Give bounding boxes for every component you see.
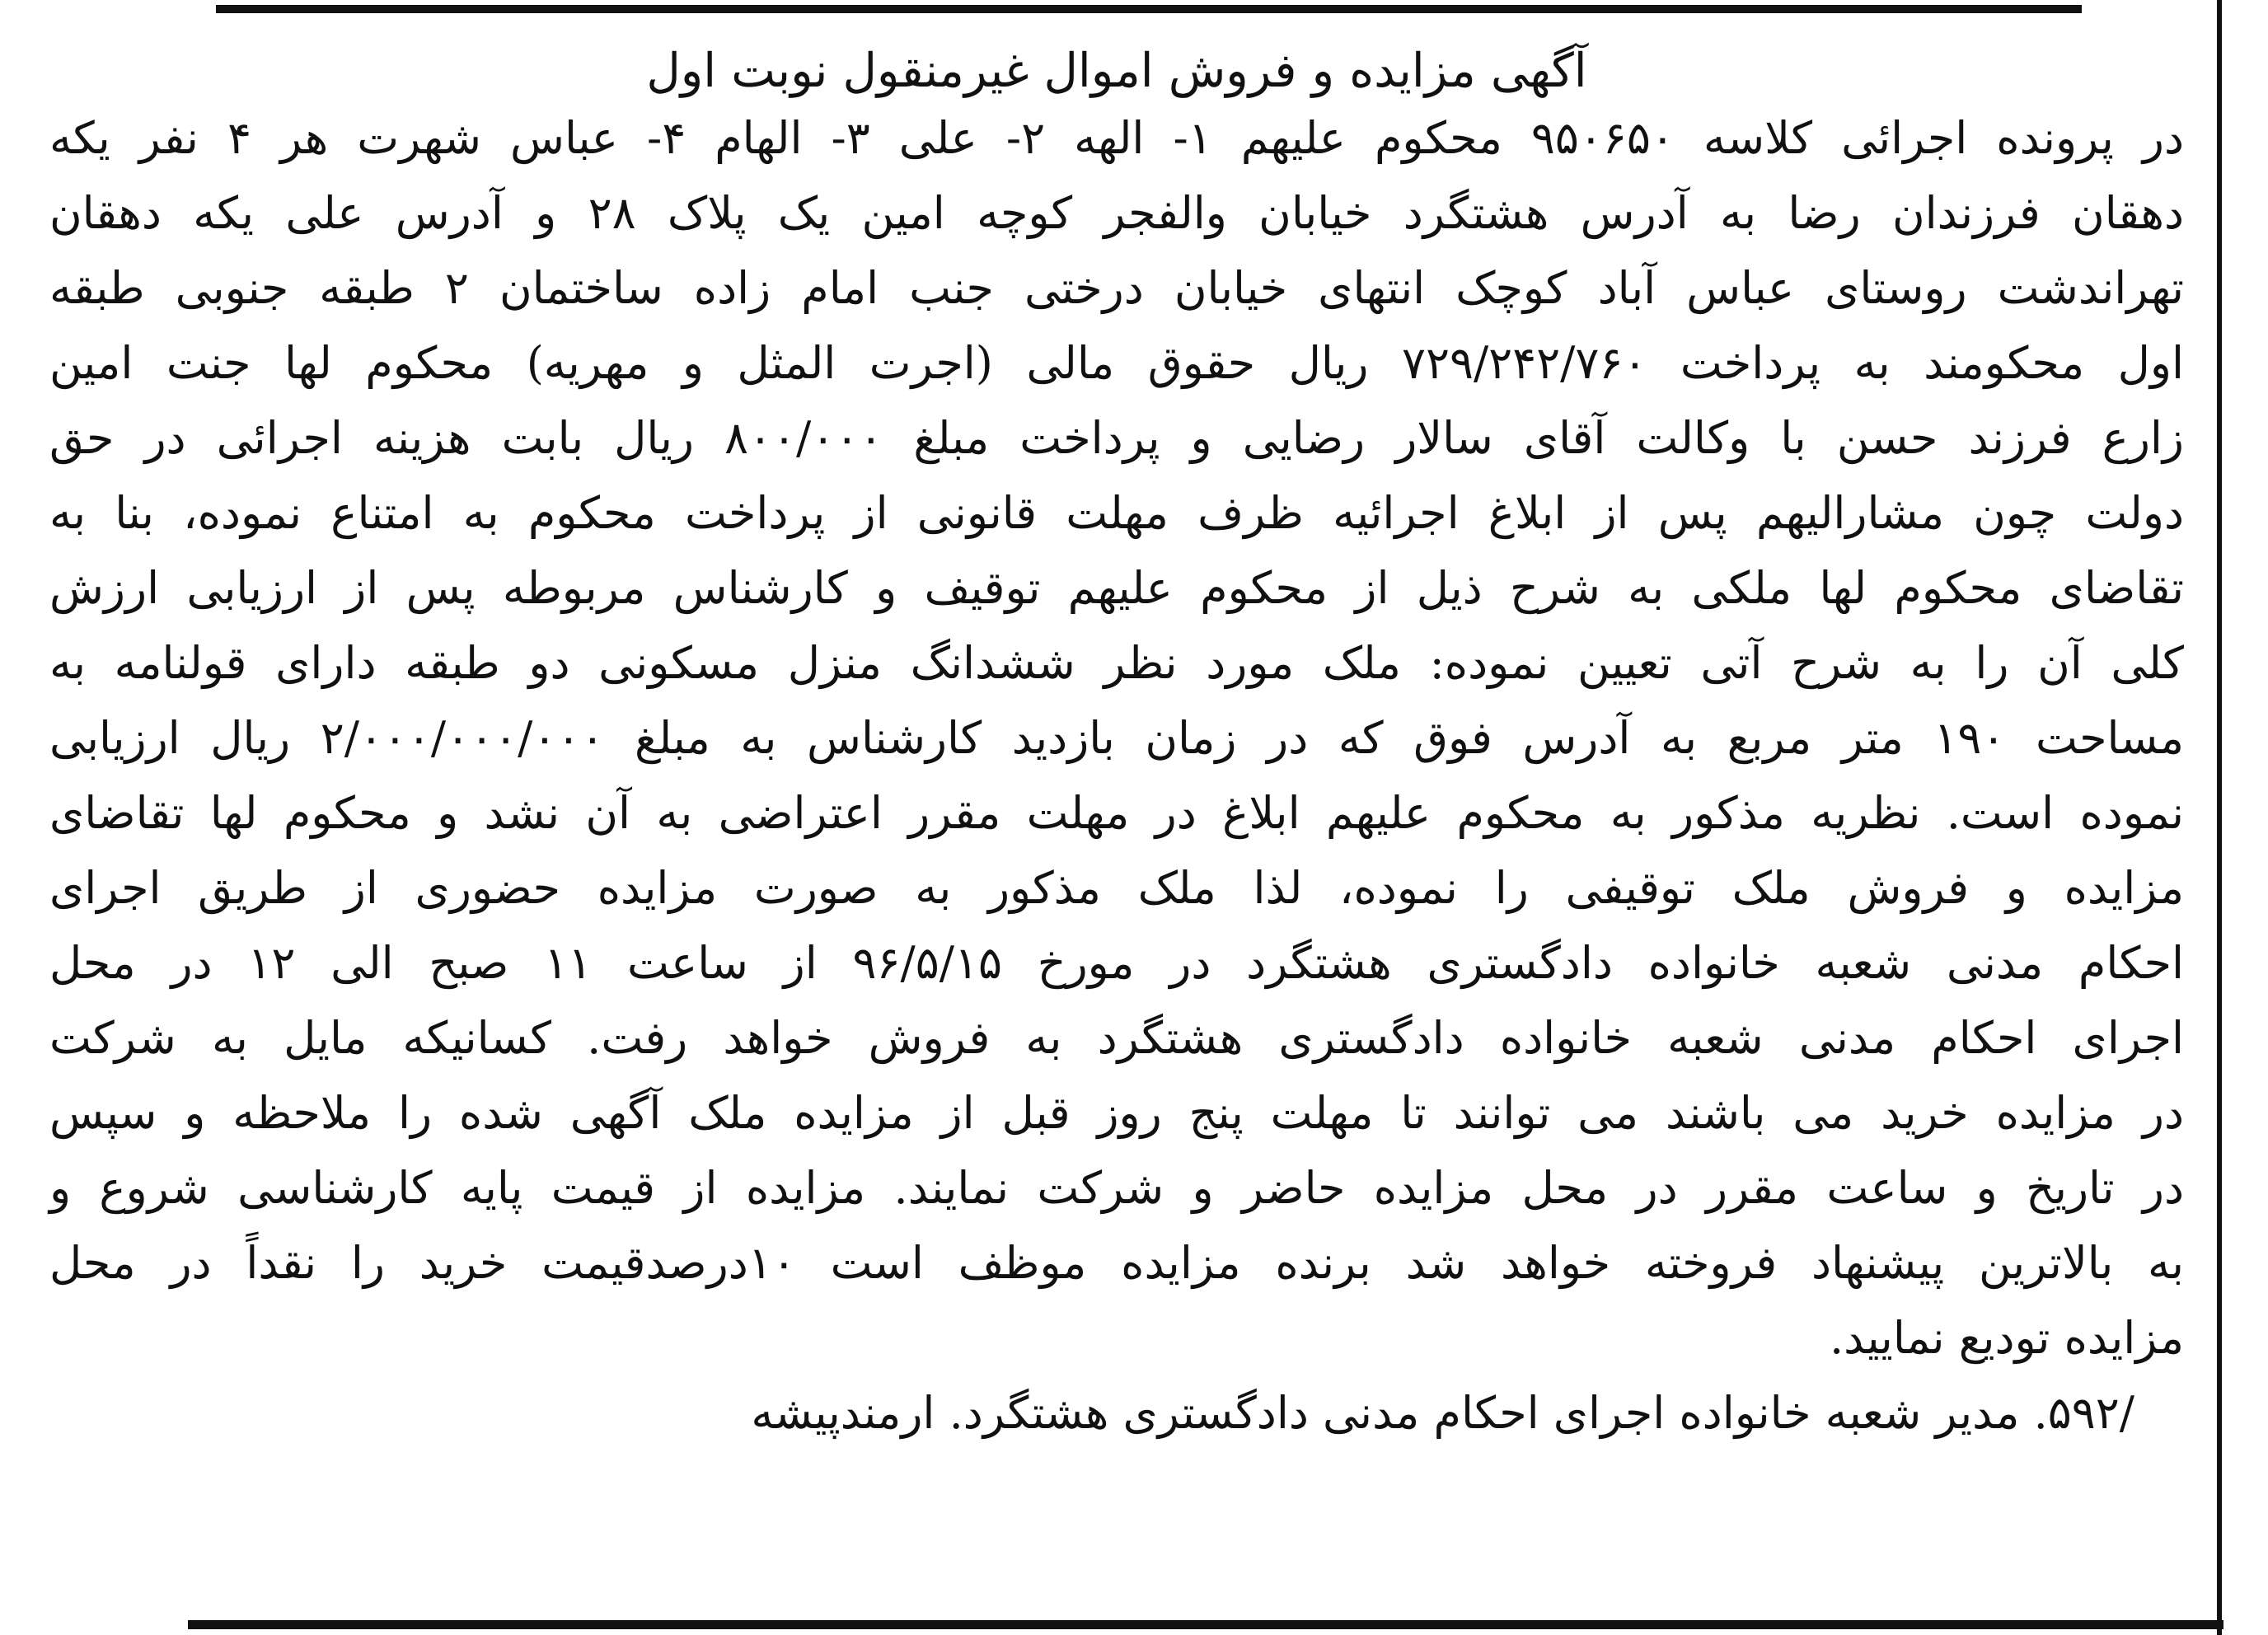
notice-line: تقاضای محکوم لها ملکی به شرح ذیل از محکوم علیهم توقیف و کارشناس مربوطه پس از ارزیابی ارزش (49, 562, 2184, 614)
notice-line: مزایده و فروش ملک توقیفی را نموده، لذا ملک مذکور به صورت مزایده حضوری از طریق اجرای (49, 862, 2184, 914)
notice-line: در پرونده اجرائی کلاسه ۹۵۰۶۵۰ محکوم علیهم ۱- الهه ۲- علی ۳- الهام ۴- عباس شهرت هر ۴ نفر یکه (49, 112, 2184, 164)
column-divider (2217, 0, 2222, 1635)
notice-line: دهقان فرزندان رضا به آدرس هشتگرد خیابان والفجر کوچه امین یک پلاک ۲۸ و آدرس علی یکه دهقان (49, 187, 2185, 239)
notice-line: زارع فرزند حسن با وکالت آقای سالار رضایی و پرداخت مبلغ ۸۰۰/۰۰۰ ریال بابت هزینه اجرائی در حق (49, 412, 2184, 464)
bottom-rule (188, 1620, 2223, 1629)
notice-line: اول محکومند به پرداخت ۷۲۹/۲۴۲/۷۶۰ ریال حقوق مالی (اجرت المثل و مهریه) محکوم لها جنت امین (49, 337, 2184, 389)
notice-body (49, 101, 2184, 1375)
notice-title: آگهی مزایده و فروش اموال غیرمنقول نوبت اول (646, 44, 1587, 98)
top-rule (216, 5, 2082, 13)
notice-line: تهراندشت روستای عباس آباد کوچک انتهای خیابان درختی جنب امام زاده ساختمان ۲ طبقه جنوبی طبقه (49, 262, 2184, 314)
notice-line: مساحت ۱۹۰ متر مربع به آدرس فوق که در زمان بازدید کارشناس به مبلغ ۲/۰۰۰/۰۰۰/۰۰۰ ریال ارزیابی (49, 712, 2184, 764)
notice-line: به بالاترین پیشنهاد فروخته خواهد شد برنده مزایده موظف است ۱۰درصدقیمت خرید را نقداً در محل (49, 1237, 2184, 1289)
notice-line: احکام مدنی شعبه خانواده دادگستری هشتگرد در مورخ ۹۶/۵/۱۵ از ساعت ۱۱ صبح الی ۱۲ در محل (49, 937, 2185, 989)
notice-line: کلی آن را به شرح آتی تعیین نموده: ملک مورد نظر ششدانگ منزل مسکونی دو طبقه دارای قولنامه به (49, 637, 2184, 689)
notice-line: در تاریخ و ساعت مقرر در محل مزایده حاضر و شرکت نمایند. مزایده از قیمت پایه کارشناسی شروع و (49, 1162, 2184, 1214)
notice-line: در مزایده خرید می باشند می توانند تا مهلت پنج روز قبل از مزایده ملک آگهی شده را ملاحظه و سپس (49, 1087, 2184, 1139)
auction-notice (49, 41, 2184, 1450)
notice-line: اجرای احکام مدنی شعبه خانواده دادگستری هشتگرد به فروش خواهد رفت. کسانیکه مایل به شرکت (49, 1012, 2184, 1064)
notice-line: مزایده تودیع نمایید. (1830, 1312, 2184, 1364)
notice-line: نموده است. نظریه مذکور به محکوم علیهم ابلاغ در مهلت مقرر اعتراضی به آن نشد و محکوم لها تقاضای (49, 787, 2184, 839)
notice-line: دولت چون مشارالیهم پس از ابلاغ اجرائیه ظرف مهلت قانونی از پرداخت محکوم به امتناع نموده، بنا به (49, 487, 2184, 539)
notice-signature: /۵۹۲. مدیر شعبه خانواده اجرای احکام مدنی دادگستری هشتگرد. ارمندپیشه (751, 1387, 2134, 1439)
